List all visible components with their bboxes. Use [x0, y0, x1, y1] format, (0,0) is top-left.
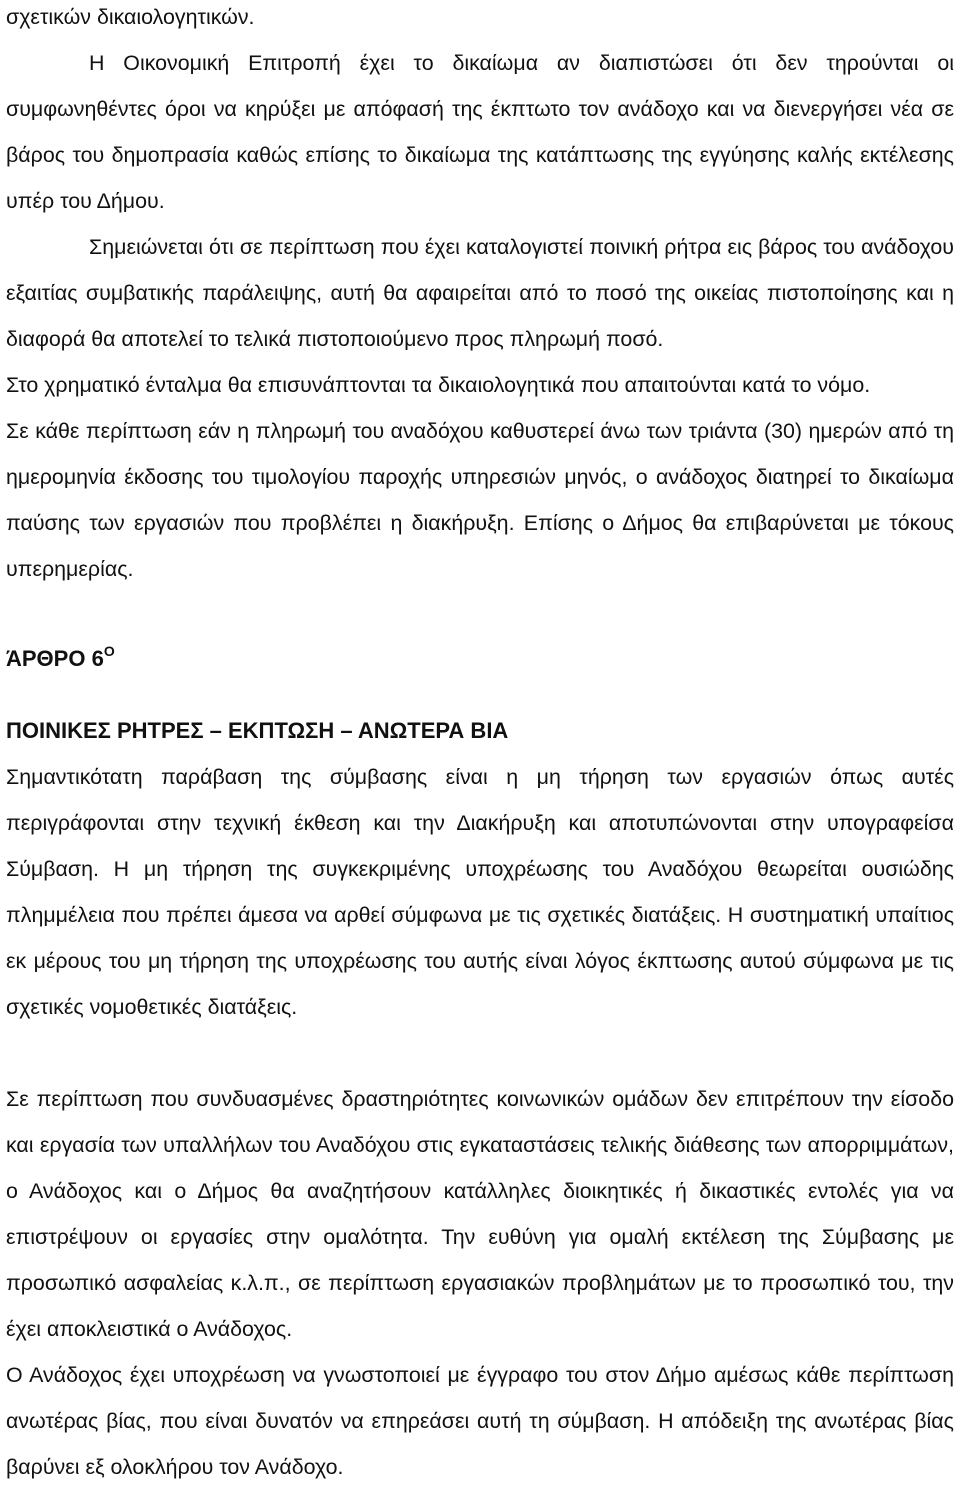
- article-label: ΆΡΘΡΟ 6: [6, 646, 104, 671]
- article-title: ΠΟΙΝΙΚΕΣ ΡΗΤΡΕΣ – ΕΚΠΤΩΣΗ – ΑΝΩΤΕΡΑ ΒΙΑ: [6, 718, 509, 743]
- paragraph-penalty-note: Σημειώνεται ότι σε περίπτωση που έχει καταλογιστεί ποινική ρήτρα εις βάρος του ανάδοχου εξαιτίας συμβατικής παράλειψης, αυτή θα αφαιρείται από το ποσό της οικείας πιστοποίησης και η διαφορά θα αποτελεί το τελικά πιστοποιούμενο προς πληρωμή ποσό.: [6, 235, 954, 351]
- paragraph-continuation: σχετικών δικαιολογητικών.: [6, 5, 255, 29]
- paragraph-social-groups: Σε περίπτωση που συνδυασμένες δραστηριότητες κοινωνικών ομάδων δεν επιτρέπουν την είσοδο και εργασία των υπαλλήλων του Αναδόχου στις εγκαταστάσεις τελικής διάθεσης των απορριμμάτων, ο Ανάδοχος και ο Δήμος θα αναζητήσουν κατάλληλες διοικητικές ή δικαστικές εντολές για να επιστρέψουν οι εργασίες στην ομαλότητα. Την ευθύνη για ομαλή εκτέλεση της Σύμβασης με προσωπικό ασφαλείας κ.λ.π., σε περίπτωση εργασιακών προβλημάτων με το προσωπικό του, την έχει αποκλειστικά ο Ανάδοχος.: [6, 1087, 954, 1341]
- paragraph-payment-order: Στο χρηματικό ένταλμα θα επισυνάπτονται τα δικαιολογητικά που απαιτούνται κατά το νόμο.: [6, 373, 871, 397]
- paragraph-late-payment: Σε κάθε περίπτωση εάν η πληρωμή του αναδόχου καθυστερεί άνω των τριάντα (30) ημερών από τη ημερομηνία έκδοσης του τιμολογίου παροχής υπηρεσιών μηνός, ο ανάδοχος διατηρεί το δικαίωμα παύσης των εργασιών που προβλέπει η διακήρυξη. Επίσης ο Δήμος θα επιβαρύνεται με τόκους υπερημερίας.: [6, 419, 954, 581]
- article-heading: [6, 636, 954, 682]
- paragraph-committee-rights: Η Οικονομική Επιτροπή έχει το δικαίωμα αν διαπιστώσει ότι δεν τηρούνται οι συμφωνηθέντες όροι να κηρύξει με απόφασή της έκπτωτο τον ανάδοχο και να διενεργήσει νέα σε βάρος του δημοπρασία καθώς επίσης το δικαίωμα της κατάπτωσης της εγγύησης καλής εκτέλεσης υπέρ του Δήμου.: [6, 51, 954, 213]
- paragraph-breach: Σημαντικότατη παράβαση της σύμβασης είναι η μη τήρηση των εργασιών όπως αυτές περιγράφονται στην τεχνική έκθεση και την Διακήρυξη και αποτυπώνονται στην υπογραφείσα Σύμβαση. Η μη τήρηση της συγκεκριμένης υποχρέωσης του Αναδόχου θεωρείται ουσιώδης πλημμέλεια που πρέπει άμεσα να αρθεί σύμφωνα με τις σχετικές διατάξεις. Η συστηματική υπαίτιος εκ μέρους του μη τήρηση της υποχρέωσης του αυτής είναι λόγος έκπτωσης αυτού σύμφωνα με τις σχετικές νομοθετικές διατάξεις.: [6, 765, 954, 1019]
- article-superscript: Ο: [103, 643, 115, 659]
- document-page: [6, 0, 954, 1490]
- paragraph-force-majeure: Ο Ανάδοχος έχει υποχρέωση να γνωστοποιεί με έγγραφο του στον Δήμο αμέσως κάθε περίπτωση ανωτέρας βίας, που είναι δυνατόν να επηρεάσει αυτή τη σύμβαση. Η απόδειξη της ανωτέρας βίας βαρύνει εξ ολοκλήρου τον Ανάδοχο.: [6, 1363, 954, 1479]
- paragraph-spacer: [6, 1030, 954, 1076]
